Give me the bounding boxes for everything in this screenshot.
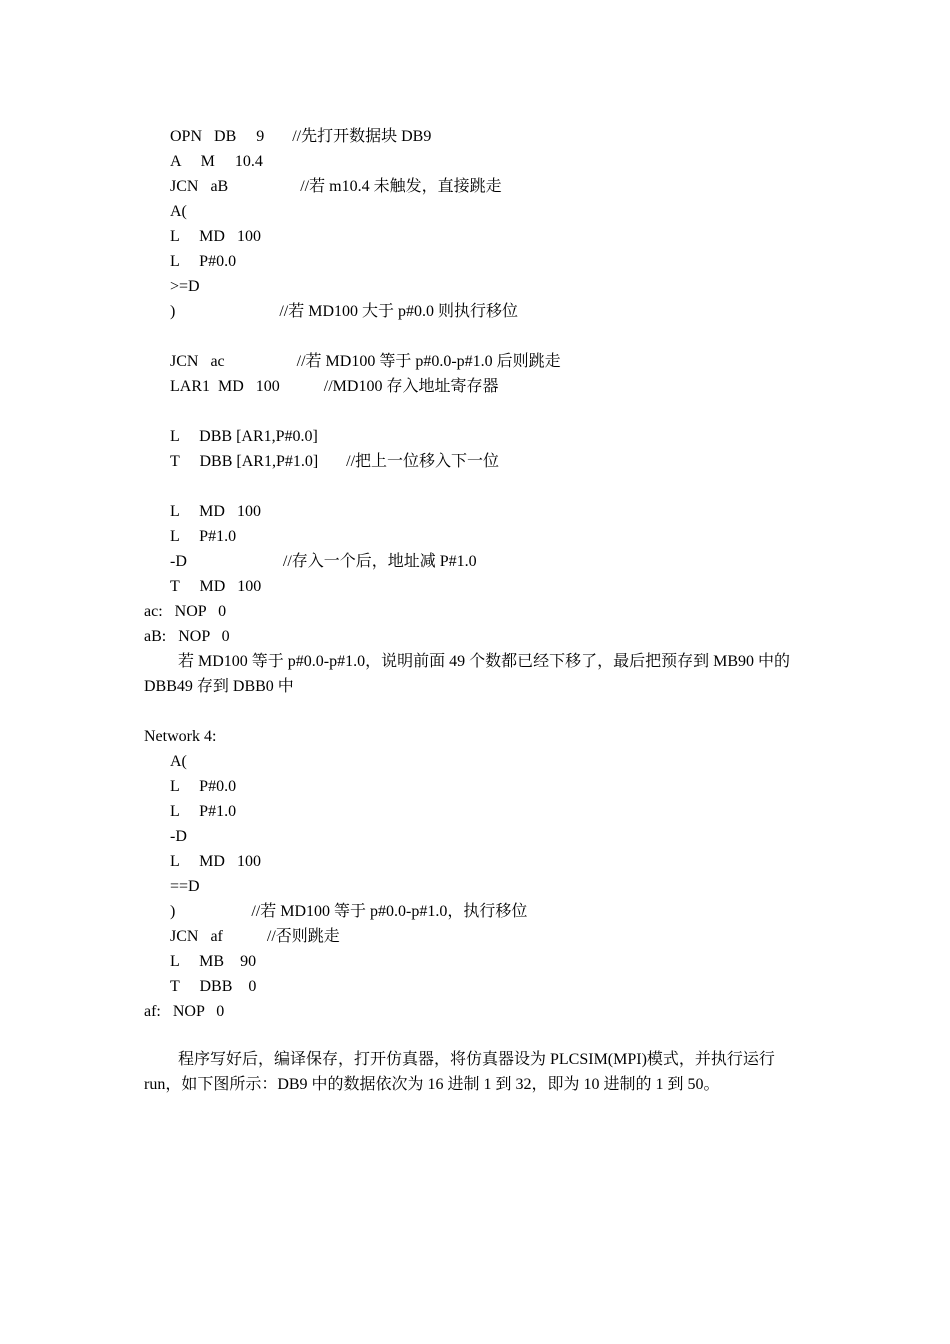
- code-line: L P#1.0: [170, 528, 237, 545]
- code-line: ==D: [170, 878, 200, 895]
- code-line: JCN af //否则跳走: [170, 928, 340, 945]
- paragraph-line: DBB49 存到 DBB0 中: [144, 678, 294, 695]
- code-line: L MD 100: [170, 853, 261, 870]
- code-line: OPN DB 9 //先打开数据块 DB9: [170, 128, 432, 145]
- paragraph-line: 若 MD100 等于 p#0.0-p#1.0，说明前面 49 个数都已经下移了，最后把预存到 MB90 中的: [178, 653, 791, 670]
- code-line: A(: [170, 203, 187, 220]
- code-line: ) //若 MD100 等于 p#0.0-p#1.0，执行移位: [170, 903, 528, 920]
- network-heading: Network 4:: [144, 728, 217, 745]
- code-line: T DBB 0: [170, 978, 257, 995]
- code-line: L P#1.0: [170, 803, 237, 820]
- code-line: >=D: [170, 278, 200, 295]
- paragraph-line: 程序写好后，编译保存，打开仿真器，将仿真器设为 PLCSIM(MPI)模式，并执行运行: [178, 1051, 775, 1068]
- code-label-line: aB: NOP 0: [144, 628, 230, 645]
- code-line: L MB 90: [170, 953, 257, 970]
- code-line: L P#0.0: [170, 778, 237, 795]
- code-line: L MD 100: [170, 228, 261, 245]
- code-line: -D: [170, 828, 187, 845]
- code-label-line: af: NOP 0: [144, 1003, 225, 1020]
- code-line: LAR1 MD 100 //MD100 存入地址寄存器: [170, 378, 499, 395]
- code-line: T DBB [AR1,P#1.0] //把上一位移入下一位: [170, 453, 500, 470]
- code-line: JCN ac //若 MD100 等于 p#0.0-p#1.0 后则跳走: [170, 353, 561, 370]
- code-line: T MD 100: [170, 578, 262, 595]
- code-label-line: ac: NOP 0: [144, 603, 227, 620]
- paragraph-line: run，如下图所示：DB9 中的数据依次为 16 进制 1 到 32，即为 10 进制的 1 到 50。: [144, 1076, 720, 1093]
- code-line: L MD 100: [170, 503, 261, 520]
- code-line: ) //若 MD100 大于 p#0.0 则执行移位: [170, 303, 519, 320]
- code-line: A M 10.4: [170, 153, 263, 170]
- code-line: JCN aB //若 m10.4 未触发，直接跳走: [170, 178, 502, 195]
- code-line: L P#0.0: [170, 253, 237, 270]
- code-line: -D //存入一个后，地址减 P#1.0: [170, 553, 477, 570]
- code-line: L DBB [AR1,P#0.0]: [170, 428, 318, 445]
- code-line: A(: [170, 753, 187, 770]
